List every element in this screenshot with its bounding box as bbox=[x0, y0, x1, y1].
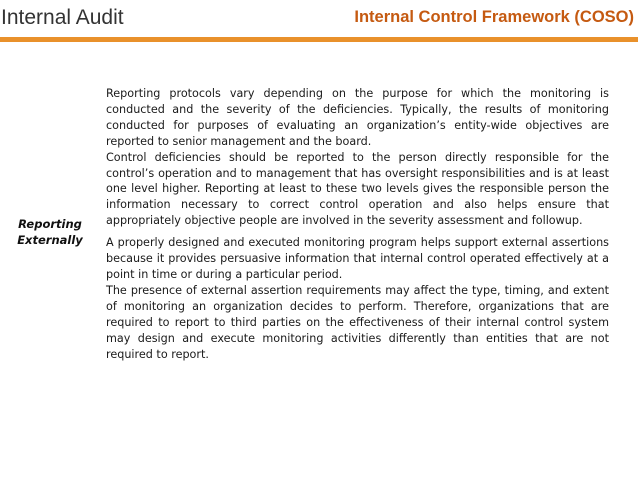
section-label bbox=[8, 216, 92, 248]
section-label-line2: Externally bbox=[17, 233, 83, 247]
header-divider bbox=[0, 37, 638, 42]
slide-title-right: Internal Control Framework (COSO) bbox=[354, 8, 634, 26]
slide-header bbox=[0, 0, 638, 38]
slide-title-left: Internal Audit bbox=[1, 6, 124, 29]
section-label-line1: Reporting bbox=[18, 217, 82, 231]
paragraph-control-deficiencies: Control deficiencies should be reported to the person directly responsible for the control’s operation and to management that has oversight responsibilities and is at least one level higher. Reporting at least to these two levels gives the responsible person the information necessary to correct control operation and also helps ensure that appropriately objective people are involved in the severity assessment and followup. bbox=[106, 150, 609, 228]
paragraph-reporting-protocols: Reporting protocols vary depending on the purpose for which the monitoring is conducted and the severity of the deficiencies. Typically, the results of monitoring conducted for purposes of evaluating an organization’s entity-wide objectives are reported to senior management and the board. bbox=[106, 87, 609, 148]
paragraph-monitoring-program: A properly designed and executed monitoring program helps support external assertions because it provides persuasive information that internal control operated effectively at a point in time or during a particular period. bbox=[106, 236, 609, 281]
content-body bbox=[106, 86, 609, 362]
paragraph-external-assertion: The presence of external assertion requirements may affect the type, timing, and extent of monitoring an organization decides to perform. Therefore, organizations that are required to report to third parties on the effectiveness of their internal control system may design and execute monitoring activities differently than entities that are not required to report. bbox=[106, 283, 609, 361]
